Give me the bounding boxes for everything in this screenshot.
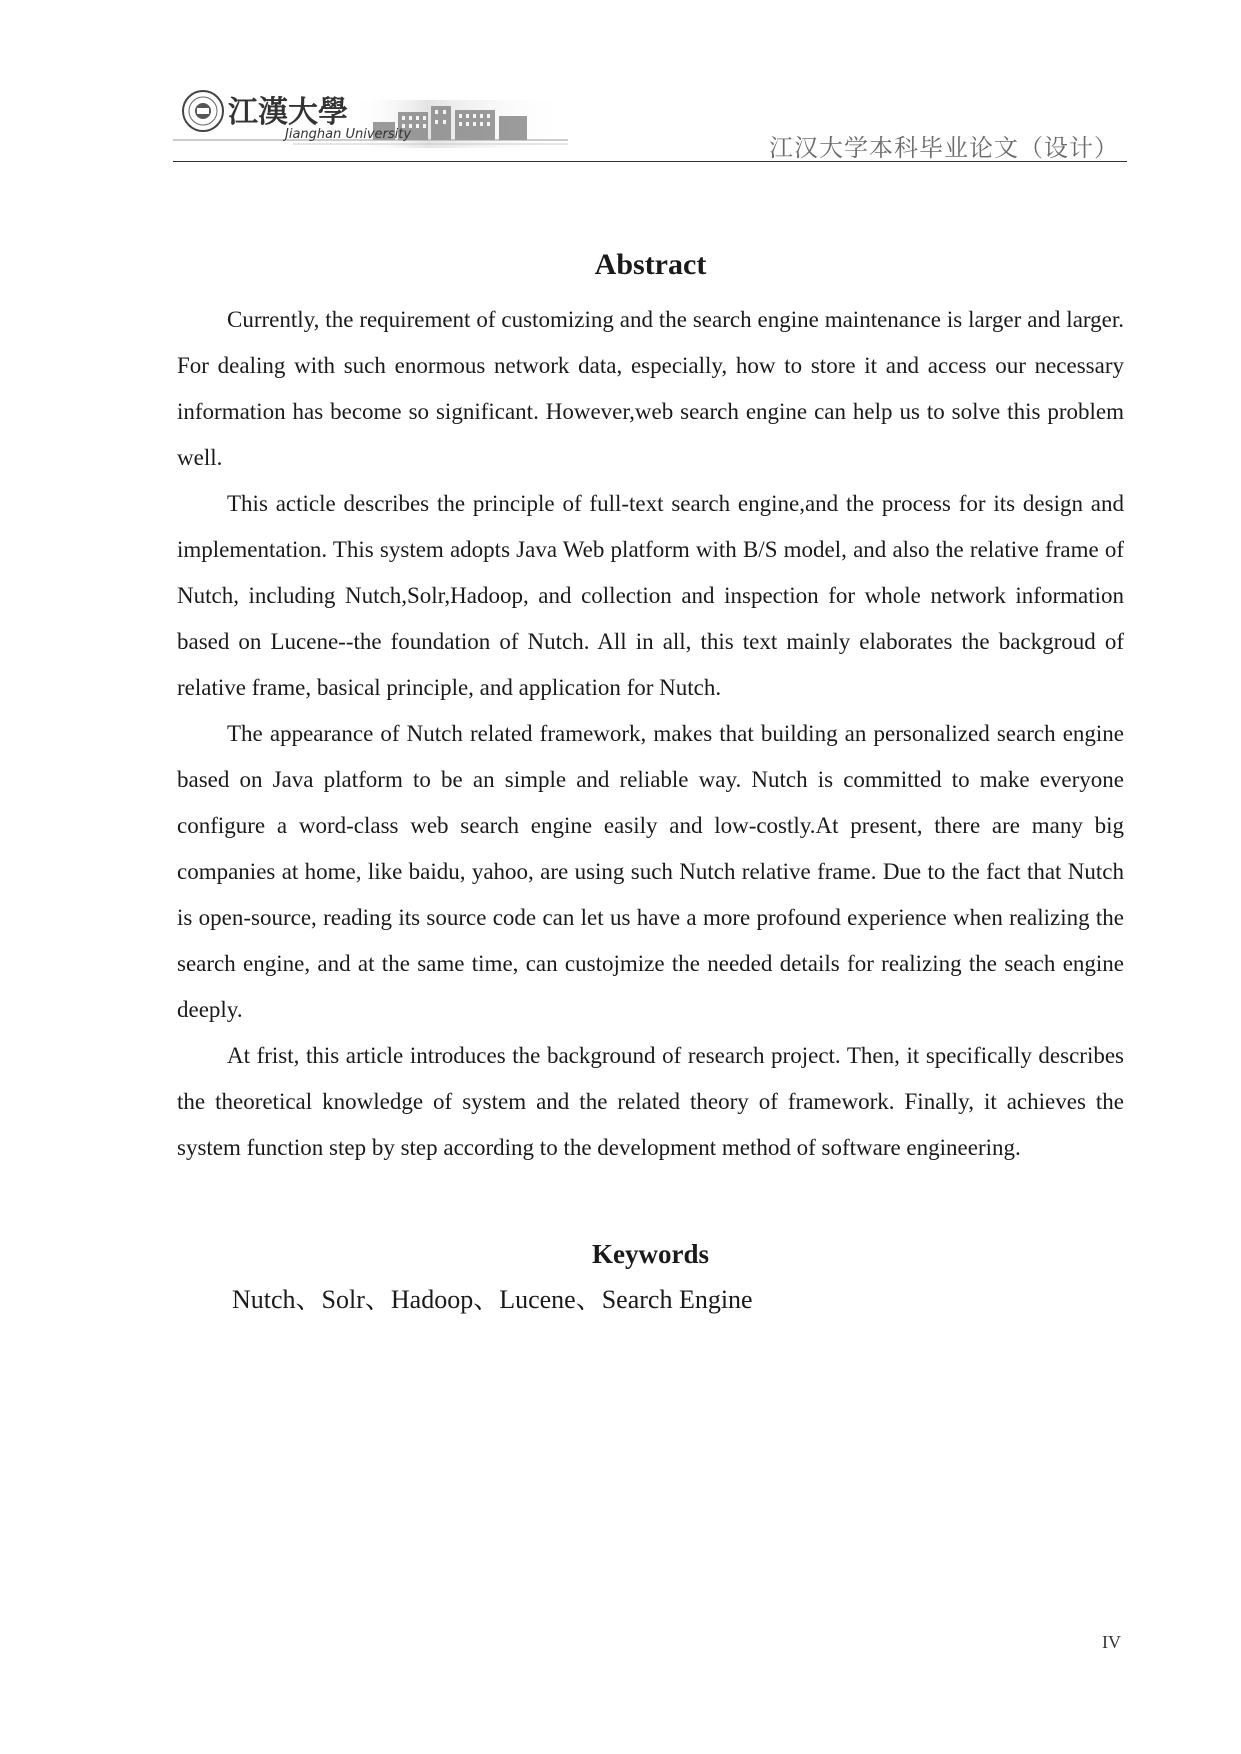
university-logo: [173, 82, 573, 152]
keywords-title: Keywords: [592, 1239, 709, 1269]
abstract-paragraph-1: Currently, the requirement of customizing and the search engine maintenance is larger and larger. For dealing with such enormous network data, especially, how to store it and access our necessary information has become so significant. However,web search engine can help us to solve this problem well.: [177, 307, 1124, 470]
page-header: [173, 82, 1127, 164]
header-rule: [173, 161, 1127, 162]
abstract-title: Abstract: [594, 248, 707, 281]
page-number: IV: [1102, 1632, 1121, 1652]
abstract-paragraph-3: The appearance of Nutch related framework, makes that building an personalized search engine based on Java platform to be an simple and reliable way. Nutch is committed to make everyone configure a word-class web search engine easily and low-costly.At present, there are many big companies at home, like baidu, yahoo, are using such Nutch relative frame. Due to the fact that Nutch is open-source, reading its source code can let us have a more profound experience when realizing the search engine, and at the same time, can custojmize the needed details for realizing the seach engine deeply.: [177, 721, 1124, 1022]
logo-name-en: Jianghan University: [285, 127, 412, 142]
abstract-paragraph-2: This acticle describes the principle of full-text search engine,and the process for its design and implementation. This system adopts Java Web platform with B/S model, and also the relative frame of Nutch, including Nutch,Solr,Hadoop, and collection and inspection for whole network information based on Lucene--the foundation of Nutch. All in all, this text mainly elaborates the backgroud of relative frame, basical principle, and application for Nutch.: [177, 491, 1124, 700]
abstract-paragraph-4: At frist, this article introduces the background of research project. Then, it specifically describes the theoretical knowledge of system and the related theory of framework. Finally, it achieves the system function step by step according to the development method of software engineering.: [177, 1043, 1124, 1160]
main-content: [177, 236, 1124, 1323]
header-title: 江汉大学本科毕业论文（设计）: [769, 134, 1119, 162]
keywords-list: Nutch、Solr、Hadoop、Lucene、Search Engine: [232, 1285, 753, 1314]
logo-name-cn: 江漢大學: [228, 95, 348, 130]
